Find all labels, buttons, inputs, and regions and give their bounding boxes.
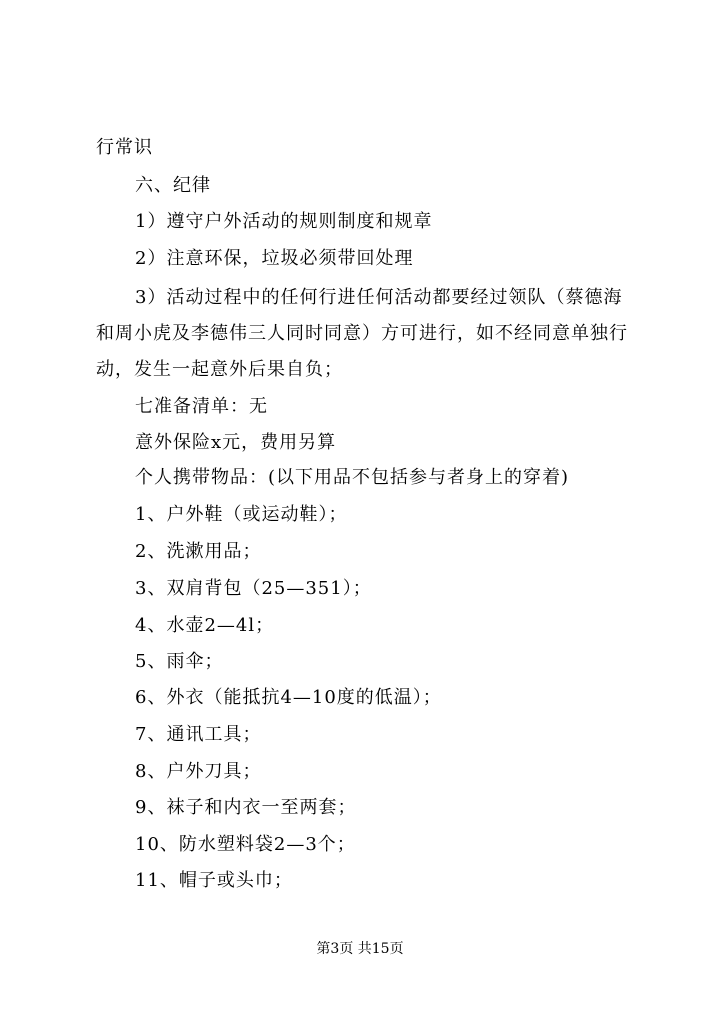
list-item: 5、雨伞； bbox=[135, 651, 224, 672]
list-item: 3、双肩背包（25—351）； bbox=[135, 578, 372, 599]
list-item: 6、外衣（能抵抗4—10度的低温）； bbox=[135, 687, 442, 708]
list-item: 9、袜子和内衣一至两套； bbox=[135, 797, 357, 818]
list-item: 2）注意环保，垃圾必须带回处理 bbox=[135, 248, 414, 269]
text-line: 意外保险x元，费用另算 bbox=[135, 432, 337, 453]
section-heading: 七准备清单：无 bbox=[135, 396, 268, 417]
list-item: 1）遵守户外活动的规则制度和规章 bbox=[135, 211, 433, 232]
list-item: 8、户外刀具； bbox=[135, 761, 262, 782]
list-item: 7、通讯工具； bbox=[135, 724, 262, 745]
list-item: 10、防水塑料袋2—3个； bbox=[135, 834, 356, 855]
list-item: 3）活动过程中的任何行进任何活动都要经过领队（蔡德海 bbox=[135, 287, 623, 308]
text-line: 个人携带物品：(以下用品不包括参与者身上的穿着) bbox=[135, 467, 570, 488]
list-item: 4、水壶2—4l； bbox=[135, 615, 275, 636]
list-item: 11、帽子或头巾； bbox=[135, 870, 293, 891]
list-item: 1、户外鞋（或运动鞋）； bbox=[135, 504, 348, 525]
text-line: 和周小虎及李德伟三人同时同意）方可进行，如不经同意单独行 bbox=[96, 323, 628, 344]
page-number: 第3页 共15页 bbox=[316, 941, 404, 957]
text-line: 行常识 bbox=[96, 137, 153, 158]
section-heading: 六、纪律 bbox=[135, 175, 211, 196]
text-line: 动，发生一起意外后果自负； bbox=[96, 359, 343, 380]
list-item: 2、洗漱用品； bbox=[135, 541, 262, 562]
